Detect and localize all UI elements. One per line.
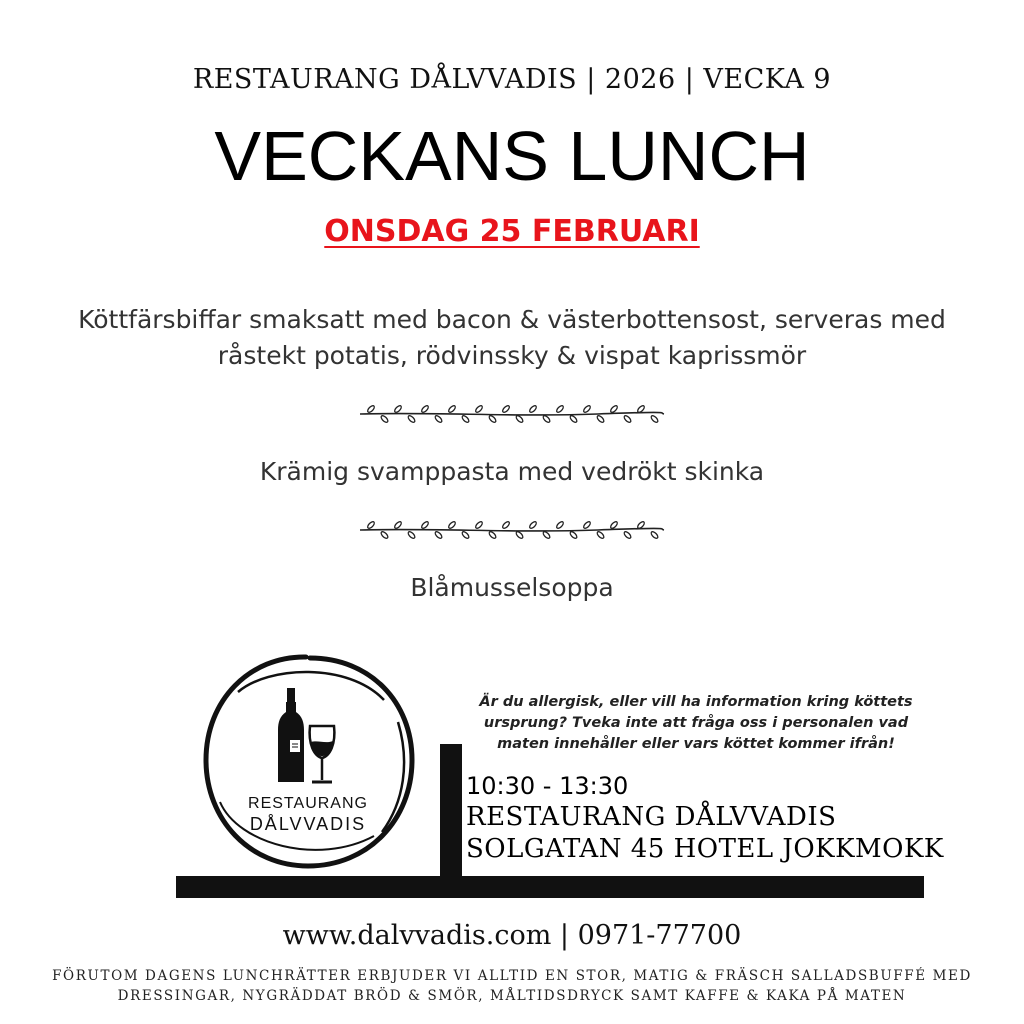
date-heading: ONSDAG 25 FEBRUARI xyxy=(324,214,700,249)
restaurant-name: RESTAURANG DÅLVVADIS xyxy=(466,802,837,832)
vine-leaf xyxy=(542,531,551,540)
vine-leaf xyxy=(434,415,443,424)
restaurant-address: SOLGATAN 45 HOTEL JOKKMOKK xyxy=(466,834,944,864)
vine-leaf xyxy=(380,415,389,424)
wine-glass-icon xyxy=(310,726,335,782)
vine-leaf xyxy=(569,531,578,540)
vine-leaf xyxy=(650,531,659,540)
vine-leaf xyxy=(623,415,632,424)
vine-leaf xyxy=(448,521,457,530)
contact-line: www.dalvvadis.com | 0971-77700 xyxy=(282,920,742,951)
vine-leaf xyxy=(421,405,430,414)
footer-line-2: DRESSINGAR, NYGRÄDDAT BRÖD & SMÖR, MÅLTIDSDRYCK SAMT KAFFE & KAKA PÅ MATEN xyxy=(117,988,907,1004)
vine-leaf xyxy=(650,415,659,424)
vine-leaf xyxy=(488,531,497,540)
vine-leaf xyxy=(380,531,389,540)
vine-leaf xyxy=(623,531,632,540)
allergy-line-3: maten innehåller eller vars köttet kommer ifrån! xyxy=(497,736,895,752)
footer-line-1: FÖRUTOM DAGENS LUNCHRÄTTER ERBJUDER VI ALLTID EN STOR, MATIG & FRÄSCH SALLADSBUFFÉ MED xyxy=(52,968,972,984)
dish-2: Krämig svamppasta med vedrökt skinka xyxy=(259,457,765,486)
vine-leaf xyxy=(583,521,592,530)
vine-leaf xyxy=(556,521,565,530)
allergy-notice xyxy=(466,692,926,755)
vine-leaf xyxy=(407,531,416,540)
vine-leaf xyxy=(461,415,470,424)
vine-leaf xyxy=(583,405,592,414)
restaurant-logo xyxy=(198,652,418,872)
vine-leaf xyxy=(502,405,511,414)
horizontal-bar xyxy=(176,876,924,898)
vine-leaf xyxy=(502,521,511,530)
vine-stem xyxy=(360,412,664,415)
dish-1-line-2: råstekt potatis, rödvinssky & vispat kaprissmör xyxy=(217,341,807,370)
allergy-line-1: Är du allergisk, eller vill ha information kring köttets xyxy=(479,694,913,710)
dish-1 xyxy=(40,302,984,374)
vine-leaf xyxy=(434,531,443,540)
vine-leaf xyxy=(515,531,524,540)
allergy-line-2: ursprung? Tveka inte att fråga oss i personalen vad xyxy=(483,715,909,731)
vine-leaf xyxy=(407,415,416,424)
laurel-divider-icon xyxy=(358,402,666,426)
logo-line-1: RESTAURANG xyxy=(248,795,368,812)
vine-leaf xyxy=(610,405,619,414)
page-title: VECKANS LUNCH xyxy=(214,117,810,195)
vine-leaf xyxy=(448,405,457,414)
vine-leaf xyxy=(596,531,605,540)
vine-leaf xyxy=(475,405,484,414)
vine-leaf xyxy=(421,521,430,530)
logo-line-2: DÅLVVADIS xyxy=(249,814,367,834)
dish-3: Blåmusselsoppa xyxy=(410,573,614,602)
opening-hours: 10:30 - 13:30 xyxy=(466,772,629,800)
vine-leaf xyxy=(569,415,578,424)
vine-leaf xyxy=(475,521,484,530)
vine-leaf xyxy=(610,521,619,530)
vine-leaf xyxy=(542,415,551,424)
vine-leaf xyxy=(529,521,538,530)
wine-bottle-icon xyxy=(278,688,304,782)
vine-leaf xyxy=(556,405,565,414)
vine-leaf xyxy=(461,531,470,540)
vine-leaf xyxy=(529,405,538,414)
header-line: RESTAURANG DÅLVVADIS | 2026 | VECKA 9 xyxy=(192,64,832,95)
vertical-bar xyxy=(440,744,462,878)
laurel-divider-icon xyxy=(358,518,666,542)
vine-group-1 xyxy=(360,405,664,424)
vine-leaf xyxy=(367,405,376,414)
vine-leaf xyxy=(394,405,403,414)
vine-leaf xyxy=(394,521,403,530)
vine-leaf xyxy=(515,415,524,424)
vine-stem xyxy=(360,528,664,531)
vine-leaf xyxy=(488,415,497,424)
dish-1-line-1: Köttfärsbiffar smaksatt med bacon & västerbottensost, serveras med xyxy=(78,305,946,334)
vine-group-2 xyxy=(360,521,664,540)
vine-leaf xyxy=(367,521,376,530)
vine-leaf xyxy=(596,415,605,424)
